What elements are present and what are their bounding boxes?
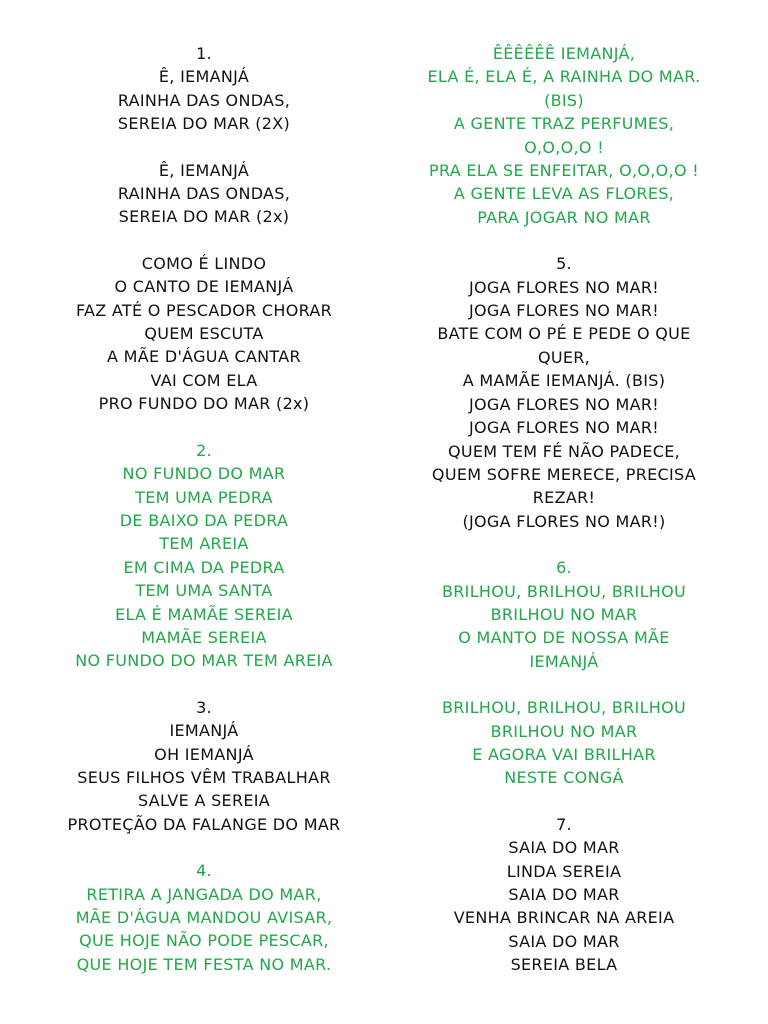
lyric-line: IEMANJÁ — [529, 651, 599, 671]
lyric-line: BRILHOU, BRILHOU, BRILHOU — [441, 698, 687, 718]
left-column — [44, 42, 364, 999]
stanza — [44, 159, 364, 229]
lyric-line: JOGA FLORES NO MAR! — [469, 301, 659, 321]
lyric-line: E AGORA VAI BRILHAR — [472, 744, 656, 764]
lyric-line: ELA É, ELA É, A RAINHA DO MAR. — [427, 67, 701, 87]
stanza — [402, 813, 726, 977]
lyric-line: A MAMÃE IEMANJÁ. (BIS) — [462, 371, 666, 391]
song-number: 2. — [196, 440, 212, 460]
lyric-line: MAMÃE SEREIA — [141, 627, 267, 647]
lyric-line: BRILHOU NO MAR — [490, 721, 638, 741]
lyric-line: RAINHA DAS ONDAS, — [117, 184, 291, 204]
lyric-line: DE BAIXO DA PEDRA — [119, 510, 289, 530]
lyric-line: NESTE CONGÁ — [504, 768, 624, 788]
lyric-line: QUE HOJE TEM FESTA NO MAR. — [76, 954, 332, 974]
lyric-line: A MÃE D'ÁGUA CANTAR — [107, 347, 301, 367]
lyric-line: RETIRA A JANGADA DO MAR, — [86, 884, 322, 904]
lyric-line: PARA JOGAR NO MAR — [477, 207, 651, 227]
lyric-line: Ê, IEMANJÁ — [158, 67, 250, 87]
lyric-line: COMO É LINDO — [141, 253, 267, 273]
lyric-line: ELA É MAMÃE SEREIA — [115, 604, 293, 624]
lyric-line: IEMANJÁ — [169, 721, 239, 741]
lyric-line: SEREIA DO MAR (2x) — [118, 207, 290, 227]
lyric-line: ÊÊÊÊÊÊ IEMANJÁ, — [492, 44, 636, 63]
lyric-line: VENHA BRINCAR NA AREIA — [453, 908, 675, 928]
lyric-line: BRILHOU NO MAR — [490, 604, 638, 624]
song-number: 5. — [556, 254, 572, 274]
stanza — [402, 42, 726, 229]
lyric-line: PROTEÇÃO DA FALANGE DO MAR — [67, 814, 341, 834]
lyric-line: OH IEMANJÁ — [154, 744, 254, 764]
stanza — [402, 696, 726, 790]
song-number: 3. — [196, 697, 212, 717]
lyric-line: NO FUNDO DO MAR TEM AREIA — [75, 651, 333, 671]
lyric-line: QUEM SOFRE MERECE, PRECISA — [431, 464, 697, 484]
stanza — [402, 252, 726, 533]
lyric-line: A GENTE TRAZ PERFUMES, — [453, 114, 675, 134]
lyric-line: BATE COM O PÉ E PEDE O QUE — [437, 324, 691, 344]
right-column — [402, 42, 726, 1000]
stanza — [402, 556, 726, 673]
lyric-line: RAINHA DAS ONDAS, — [117, 90, 291, 110]
stanza — [44, 859, 364, 976]
lyric-line: NO FUNDO DO MAR — [122, 464, 286, 484]
lyric-line: O MANTO DE NOSSA MÃE — [458, 628, 670, 648]
lyric-line: JOGA FLORES NO MAR! — [469, 277, 659, 297]
lyric-line: SEREIA DO MAR (2X) — [117, 114, 291, 134]
song-number: 4. — [196, 861, 212, 881]
lyric-line: BRILHOU, BRILHOU, BRILHOU — [441, 581, 687, 601]
lyric-line: (BIS) — [544, 90, 584, 110]
lyric-line: SAIA DO MAR — [508, 885, 620, 904]
lyric-line: O CANTO DE IEMANJÁ — [114, 277, 294, 297]
lyric-line: SEUS FILHOS VÊM TRABALHAR — [77, 767, 331, 787]
song-number: 7. — [556, 814, 572, 834]
lyric-line: TEM UMA SANTA — [135, 581, 273, 601]
lyric-line: Ê, IEMANJÁ — [158, 160, 250, 180]
lyric-line: A GENTE LEVA AS FLORES, — [453, 184, 675, 204]
lyric-line: REZAR! — [532, 488, 596, 508]
lyric-line: SEREIA BELA — [510, 955, 618, 975]
lyric-line: (JOGA FLORES NO MAR!) — [462, 511, 666, 531]
lyric-line: LINDA SEREIA — [506, 861, 622, 881]
lyric-line: QUEM TEM FÉ NÃO PADECE, — [447, 441, 681, 461]
lyric-line: JOGA FLORES NO MAR! — [469, 394, 659, 414]
lyric-line: QUER, — [537, 347, 591, 367]
stanza — [44, 696, 364, 836]
lyric-line: EM CIMA DA PEDRA — [123, 557, 285, 577]
lyric-line: QUE HOJE NÃO PODE PESCAR, — [79, 931, 329, 951]
stanza — [44, 252, 364, 416]
lyric-line: PRO FUNDO DO MAR (2x) — [98, 394, 310, 414]
lyric-line: QUEM ESCUTA — [144, 324, 264, 344]
lyric-line: O,O,O,O ! — [524, 137, 604, 157]
lyric-line: VAI COM ELA — [150, 370, 258, 390]
lyric-line: TEM UMA PEDRA — [135, 487, 273, 507]
lyric-line: SALVE A SEREIA — [137, 791, 271, 811]
lyric-line: SAIA DO MAR — [508, 838, 620, 858]
stanza — [44, 42, 364, 136]
lyric-line: TEM AREIA — [159, 534, 249, 554]
lyric-line: FAZ ATÉ O PESCADOR CHORAR — [75, 300, 333, 320]
lyric-line: PRA ELA SE ENFEITAR, O,O,O,O ! — [429, 161, 699, 181]
song-number: 6. — [556, 558, 572, 578]
song-number: 1. — [196, 44, 212, 63]
lyric-line: JOGA FLORES NO MAR! — [469, 418, 659, 438]
stanza — [44, 439, 364, 673]
lyric-line: MÃE D'ÁGUA MANDOU AVISAR, — [75, 908, 333, 927]
lyric-line: SAIA DO MAR — [508, 931, 620, 951]
